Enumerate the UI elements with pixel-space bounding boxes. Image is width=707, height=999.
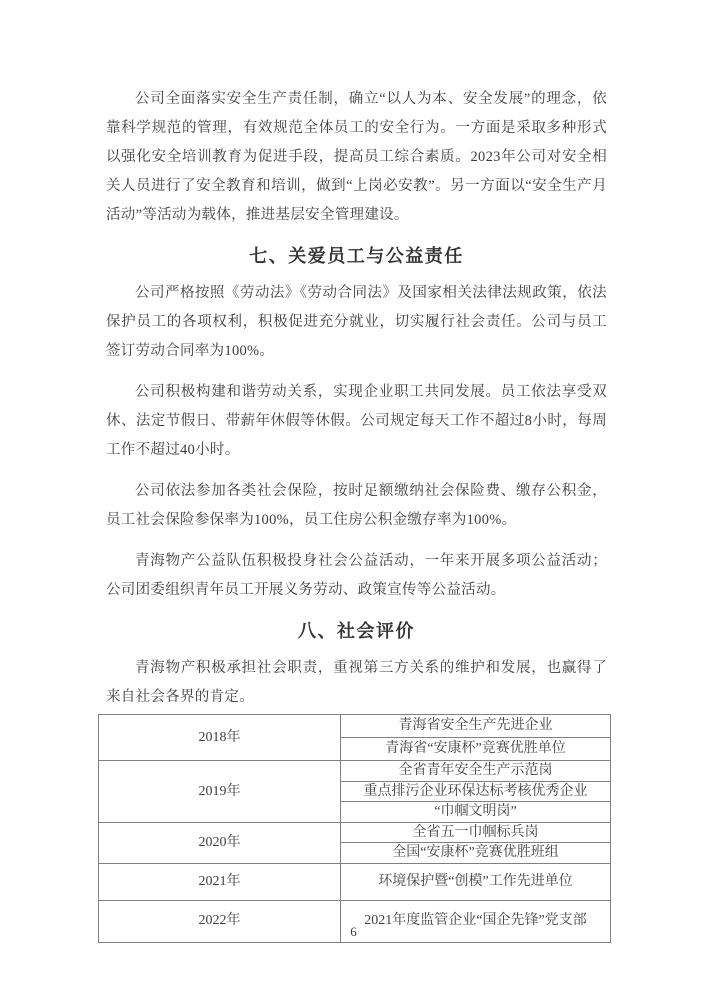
year-cell: 2019年 <box>99 761 341 823</box>
table-row <box>99 761 611 782</box>
year-cell: 2018年 <box>99 715 341 761</box>
paragraph-labor-law: 公司严格按照《劳动法》《劳动合同法》及国家相关法律法规政策，依法保护员工的各项权利，积极促进充分就业，切实履行社会责任。公司与员工签订劳动合同率为100%。 <box>106 285 607 359</box>
paragraph-social-insurance: 公司依法参加各类社会保险，按时足额缴纳社会保险费、缴存公积金，员工社会保险参保率为100%，员工住房公积金缴存率为100%。 <box>106 483 607 528</box>
award-cell: “巾帼文明岗” <box>341 802 611 823</box>
page-number: 6 <box>350 924 357 939</box>
year-cell: 2020年 <box>99 822 341 863</box>
paragraph-public-welfare: 青海物产公益队伍积极投身社会公益活动，一年来开展多项公益活动；公司团委组织青年员工开展义务劳动、政策宣传等公益活动。 <box>106 553 607 598</box>
table-row <box>99 822 611 843</box>
section-7-heading: 七、关爱员工与公益责任 <box>249 246 464 266</box>
table-row <box>99 715 611 738</box>
award-cell: 全国“安康杯”竞赛优胜班组 <box>341 843 611 864</box>
award-cell: 全省青年安全生产示范岗 <box>341 761 611 782</box>
year-cell: 2021年 <box>99 863 341 900</box>
awards-table-body <box>99 715 611 943</box>
award-cell: 重点排污企业环保达标考核优秀企业 <box>341 781 611 802</box>
section-8-heading: 八、社会评价 <box>298 621 415 641</box>
year-cell: 2022年 <box>99 900 341 942</box>
paragraph-work-hours: 公司积极构建和谐劳动关系，实现企业职工共同发展。员工依法享受双休、法定节假日、带薪年休假等休假。公司规定每天工作不超过8小时，每周工作不超过40小时。 <box>106 384 607 458</box>
awards-table <box>98 714 611 943</box>
award-cell: 2021年度监管企业“国企先锋”党支部 <box>341 900 611 942</box>
award-cell: 青海省安全生产先进企业 <box>341 715 611 738</box>
award-cell: 环境保护暨“创模”工作先进单位 <box>341 863 611 900</box>
award-cell: 青海省“安康杯”竞赛优胜单位 <box>341 738 611 761</box>
table-row <box>99 863 611 900</box>
award-cell: 全省五一巾帼标兵岗 <box>341 822 611 843</box>
paragraph-social-evaluation: 青海物产积极承担社会职责，重视第三方关系的维护和发展，也赢得了来自社会各界的肯定。 <box>106 660 607 705</box>
paragraph-safety-responsibility: 公司全面落实安全生产责任制，确立“以人为本、安全发展”的理念，依靠科学规范的管理，有效规范全体员工的安全行为。一方面是采取多种形式以强化安全培训教育为促进手段，提高员工综合素质。2023年公司对安全相关人员进行了安全教育和培训，做到“上岗必安教”。另一方面以“安全生产月活动”等活动为载体，推进基层安全管理建设。 <box>106 91 607 223</box>
